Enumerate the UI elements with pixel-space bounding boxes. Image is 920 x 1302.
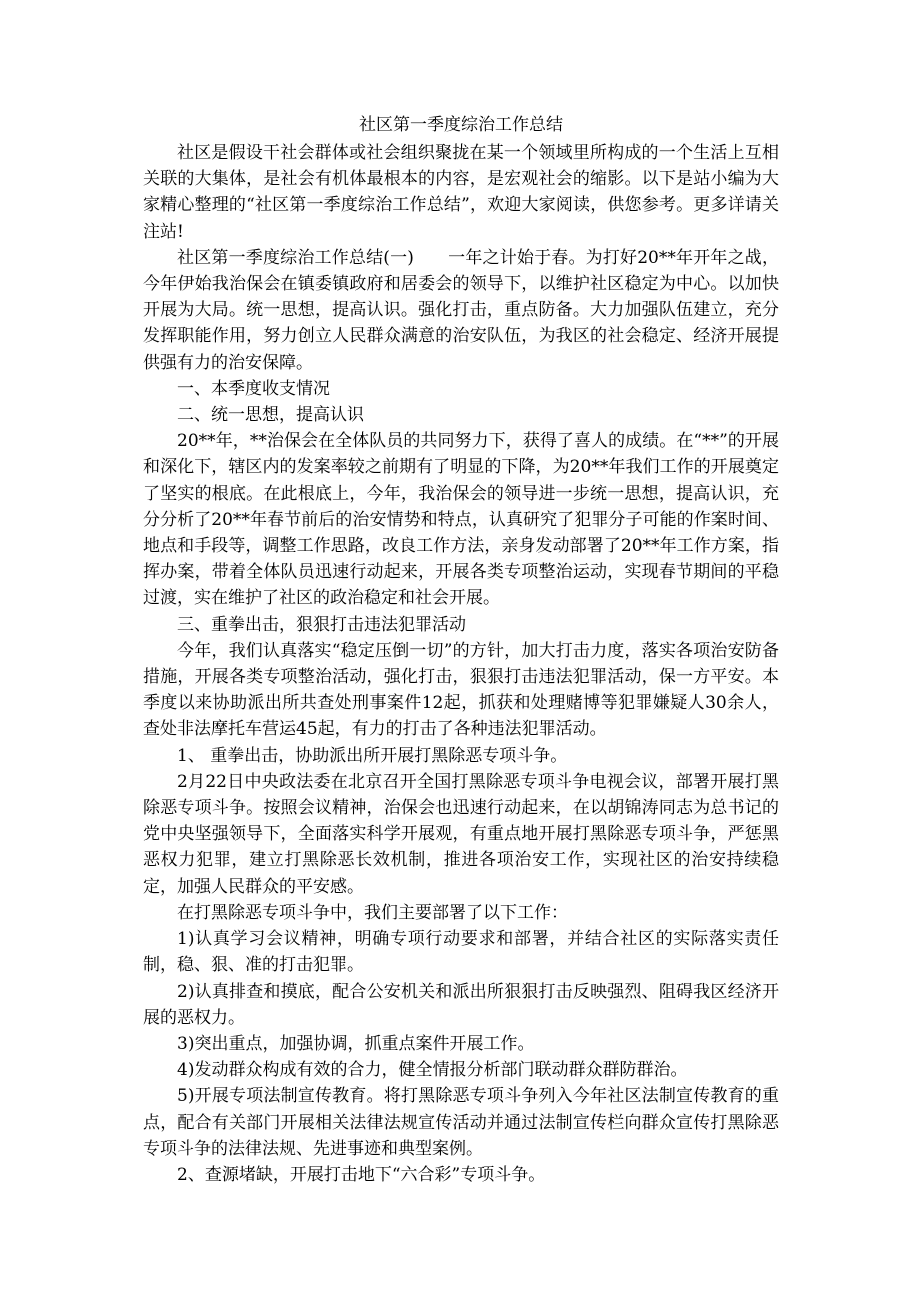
intro-paragraph: 社区是假设干社会群体或社会组织聚拢在某一个领域里所构成的一个生活上互相关联的大集体，是社会有机体最根本的内容，是宏观社会的缩影。以下是站小编为大家精心整理的“社区第一季度综治工作总结”，欢迎大家阅读，供您参考。更多详请关注站! <box>143 143 779 242</box>
paragraph-subheading-1: 1、 重拳出击，协助派出所开展打黑除恶专项斗争。 <box>177 745 568 766</box>
document-page <box>143 112 779 1188</box>
list-item-1: 1)认真学习会议精神，明确专项行动要求和部署，并结合社区的实际落实责任制，稳、狠、准的打击犯罪。 <box>143 929 779 976</box>
paragraph-body-1: 20**年，**治保会在全体队员的共同努力下，获得了喜人的成绩。在“**”的开展和深化下，辖区内的发案率较之前期有了明显的下降，为20**年我们工作的开展奠定了坚实的根底。在此根底上，今年，我治保会的领导进一步统一思想，提高认识，充分分析了20**年春节前后的治安情势和特点，认真研究了犯罪分子可能的作案时间、地点和手段等，调整工作思路，改良工作方法，亲身发动部署了20**年工作方案，指挥办案，带着全体队员迅速行动起来，开展各类专项整治运动，实现春节期间的平稳过渡，实在维护了社区的政治稳定和社会开展。 <box>143 431 779 609</box>
paragraph-body-4: 在打黑除恶专项斗争中，我们主要部署了以下工作： <box>177 902 568 923</box>
list-item-2: 2)认真排查和摸底，配合公安机关和派出所狠狠打击反映强烈、阻碍我区经济开展的恶权力。 <box>143 981 779 1028</box>
paragraph-subheading-2: 2、查源堵缺，开展打击地下“六合彩”专项斗争。 <box>177 1164 546 1185</box>
list-item-3: 3)突出重点，加强协调，抓重点案件开展工作。 <box>177 1033 535 1054</box>
paragraph-heading-1: 一、本季度收支情况 <box>177 378 330 399</box>
list-item-4: 4)发动群众构成有效的合力，健全情报分析部门联动群众群防群治。 <box>177 1060 688 1081</box>
section-body: 一年之计始于春。为打好20**年开年之战，今年伊始我治保会在镇委镇政府和居委会的领导下，以维护社区稳定为中心。以加快开展为大局。统一思想，提高认识。强化打击，重点防备。大力加强队伍建立，充分发挥职能作用，努力创立人民群众满意的治安队伍，为我区的社会稳定、经济开展提供强有力的治安保障。 <box>143 247 779 373</box>
list-item-5: 5)开展专项法制宣传教育。将打黑除恶专项斗争列入今年社区法制宣传教育的重点，配合有关部门开展相关法律法规宣传活动并通过法制宣传栏向群众宣传打黑除恶专项斗争的法律法规、先进事迹和典型案例。 <box>143 1086 779 1159</box>
section-heading: 社区第一季度综治工作总结(一) <box>177 247 414 268</box>
section-paragraph <box>143 245 779 376</box>
paragraph-body-3: 2月22日中央政法委在北京召开全国打黑除恶专项斗争电视会议，部署开展打黑除恶专项斗争。按照会议精神，治保会也迅速行动起来，在以胡锦涛同志为总书记的党中央坚强领导下，全面落实科学开展观，有重点地开展打黑除恶专项斗争，严惩黑恶权力犯罪，建立打黑除恶长效机制，推进各项治安工作，实现社区的治安持续稳定，加强人民群众的平安感。 <box>143 771 779 897</box>
paragraph-heading-3: 三、重拳出击，狠狠打击违法犯罪活动 <box>177 614 466 635</box>
document-title: 社区第一季度综治工作总结 <box>359 115 563 135</box>
paragraph-heading-2: 二、统一思想，提高认识 <box>177 405 364 426</box>
paragraph-body-2: 今年，我们认真落实“稳定压倒一切”的方针，加大打击力度，落实各项治安防备措施，开展各类专项整治活动，强化打击，狠狠打击违法犯罪活动，保一方平安。本季度以来协助派出所共查处刑事案件12起，抓获和处理赌博等犯罪嫌疑人30余人，查处非法摩托车营运45起，有力的打击了各种违法犯罪活动。 <box>143 640 779 740</box>
